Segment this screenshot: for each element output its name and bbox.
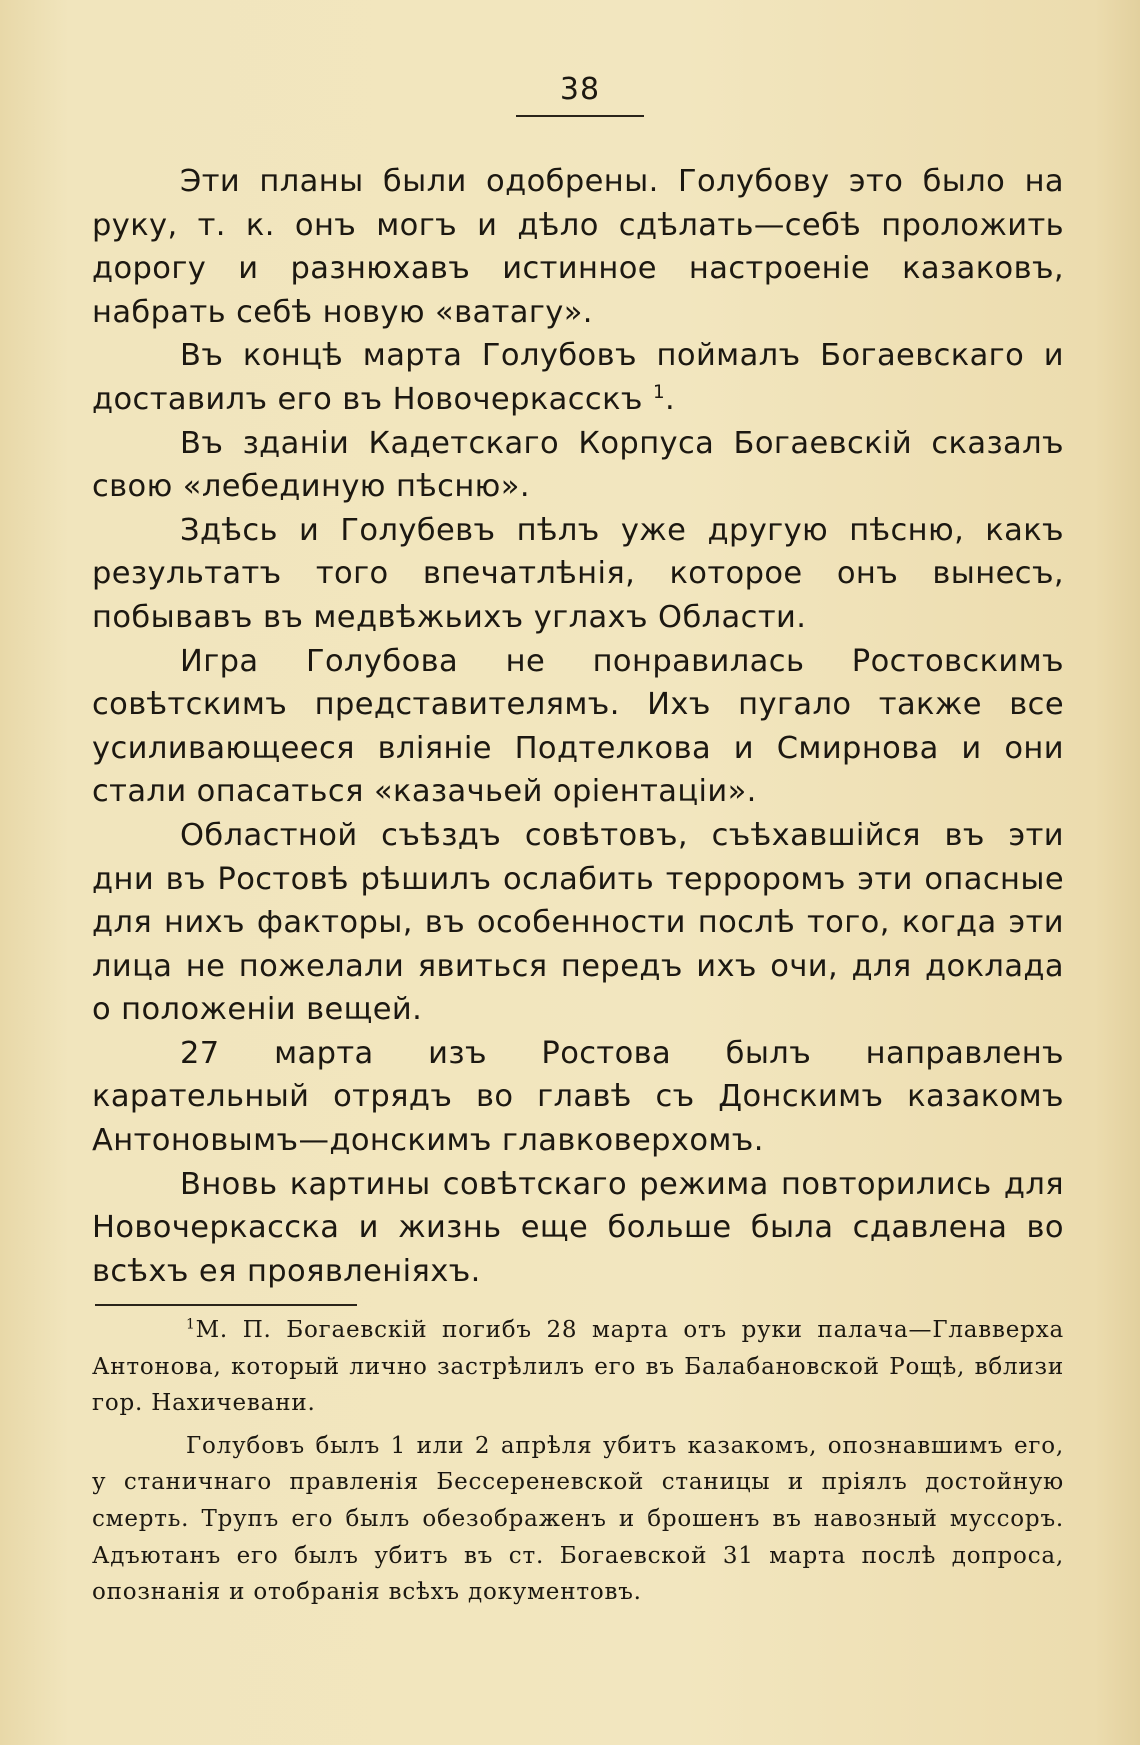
- page-number: 38: [559, 72, 601, 107]
- paragraph-end: .: [665, 381, 676, 417]
- footnote: Голубовъ былъ 1 или 2 апрѣля убитъ казакомъ, опознавшимъ его, у станичнаго правленія Бессереневской станицы и пріялъ достойную смерть. Трупъ его былъ обезображенъ и брошенъ въ навозный муссоръ. Адъютанъ его былъ убитъ въ ст. Богаевской 31 марта послѣ допроса, опознанія и отобранія всѣхъ документовъ.: [92, 1432, 1064, 1606]
- footnotes: [92, 1312, 1064, 1611]
- main-text: [92, 160, 1064, 1293]
- footnote: [92, 1312, 1064, 1422]
- footnote-marker: 1: [186, 1316, 196, 1333]
- paragraph: Эти планы были одобрены. Голубову это было на руку, т. к. онъ могъ и дѣло сдѣлать—себѣ проложить дорогу и разнюхавъ истинное настроеніе казаковъ, набрать себѣ новую «ватагу».: [92, 164, 1064, 330]
- paragraph: Въ зданіи Кадетскаго Корпуса Богаевскій сказалъ свою «лебединую пѣсню».: [92, 425, 1064, 505]
- footnote-reference: 1: [652, 381, 666, 403]
- paragraph-text: Въ концѣ марта Голубовъ поймалъ Богаевскаго и доставилъ его въ Новочеркасскъ: [92, 338, 1064, 417]
- page-number-rule: [516, 115, 644, 117]
- paragraph: [92, 334, 1064, 421]
- paragraph: 27 марта изъ Ростова былъ направленъ карательный отрядъ во главѣ съ Донскимъ казакомъ Антоновымъ—донскимъ главковерхомъ.: [92, 1035, 1064, 1159]
- footnote-text: М. П. Богаевскій погибъ 28 марта отъ руки палача—Главверха Антонова, который лично застрѣлилъ его въ Балабановской Рощѣ, вблизи гор. Нахичевани.: [92, 1317, 1064, 1417]
- paragraph: Областной съѣздъ совѣтовъ, съѣхавшійся въ эти дни въ Ростовѣ рѣшилъ ослабить терроромъ эти опасные для нихъ факторы, въ особенности послѣ того, когда эти лица не пожелали явиться передъ ихъ очи, для доклада о положеніи вещей.: [92, 817, 1064, 1028]
- paragraph: Здѣсь и Голубевъ пѣлъ уже другую пѣсню, какъ результатъ того впечатлѣнія, которое онъ вынесъ, побывавъ въ медвѣжьихъ углахъ Области.: [92, 512, 1064, 635]
- paragraph: Вновь картины совѣтскаго режима повторились для Новочеркасска и жизнь еще больше была сдавлена во всѣхъ ея проявленіяхъ.: [92, 1166, 1064, 1289]
- paragraph: Игра Голубова не понравилась Ростовскимъ совѣтскимъ представителямъ. Ихъ пугало также все усиливающееся вліяніе Подтелкова и Смирнова и они стали опасаться «казачьей оріентаціи».: [92, 643, 1064, 810]
- footnote-separator: [95, 1304, 357, 1306]
